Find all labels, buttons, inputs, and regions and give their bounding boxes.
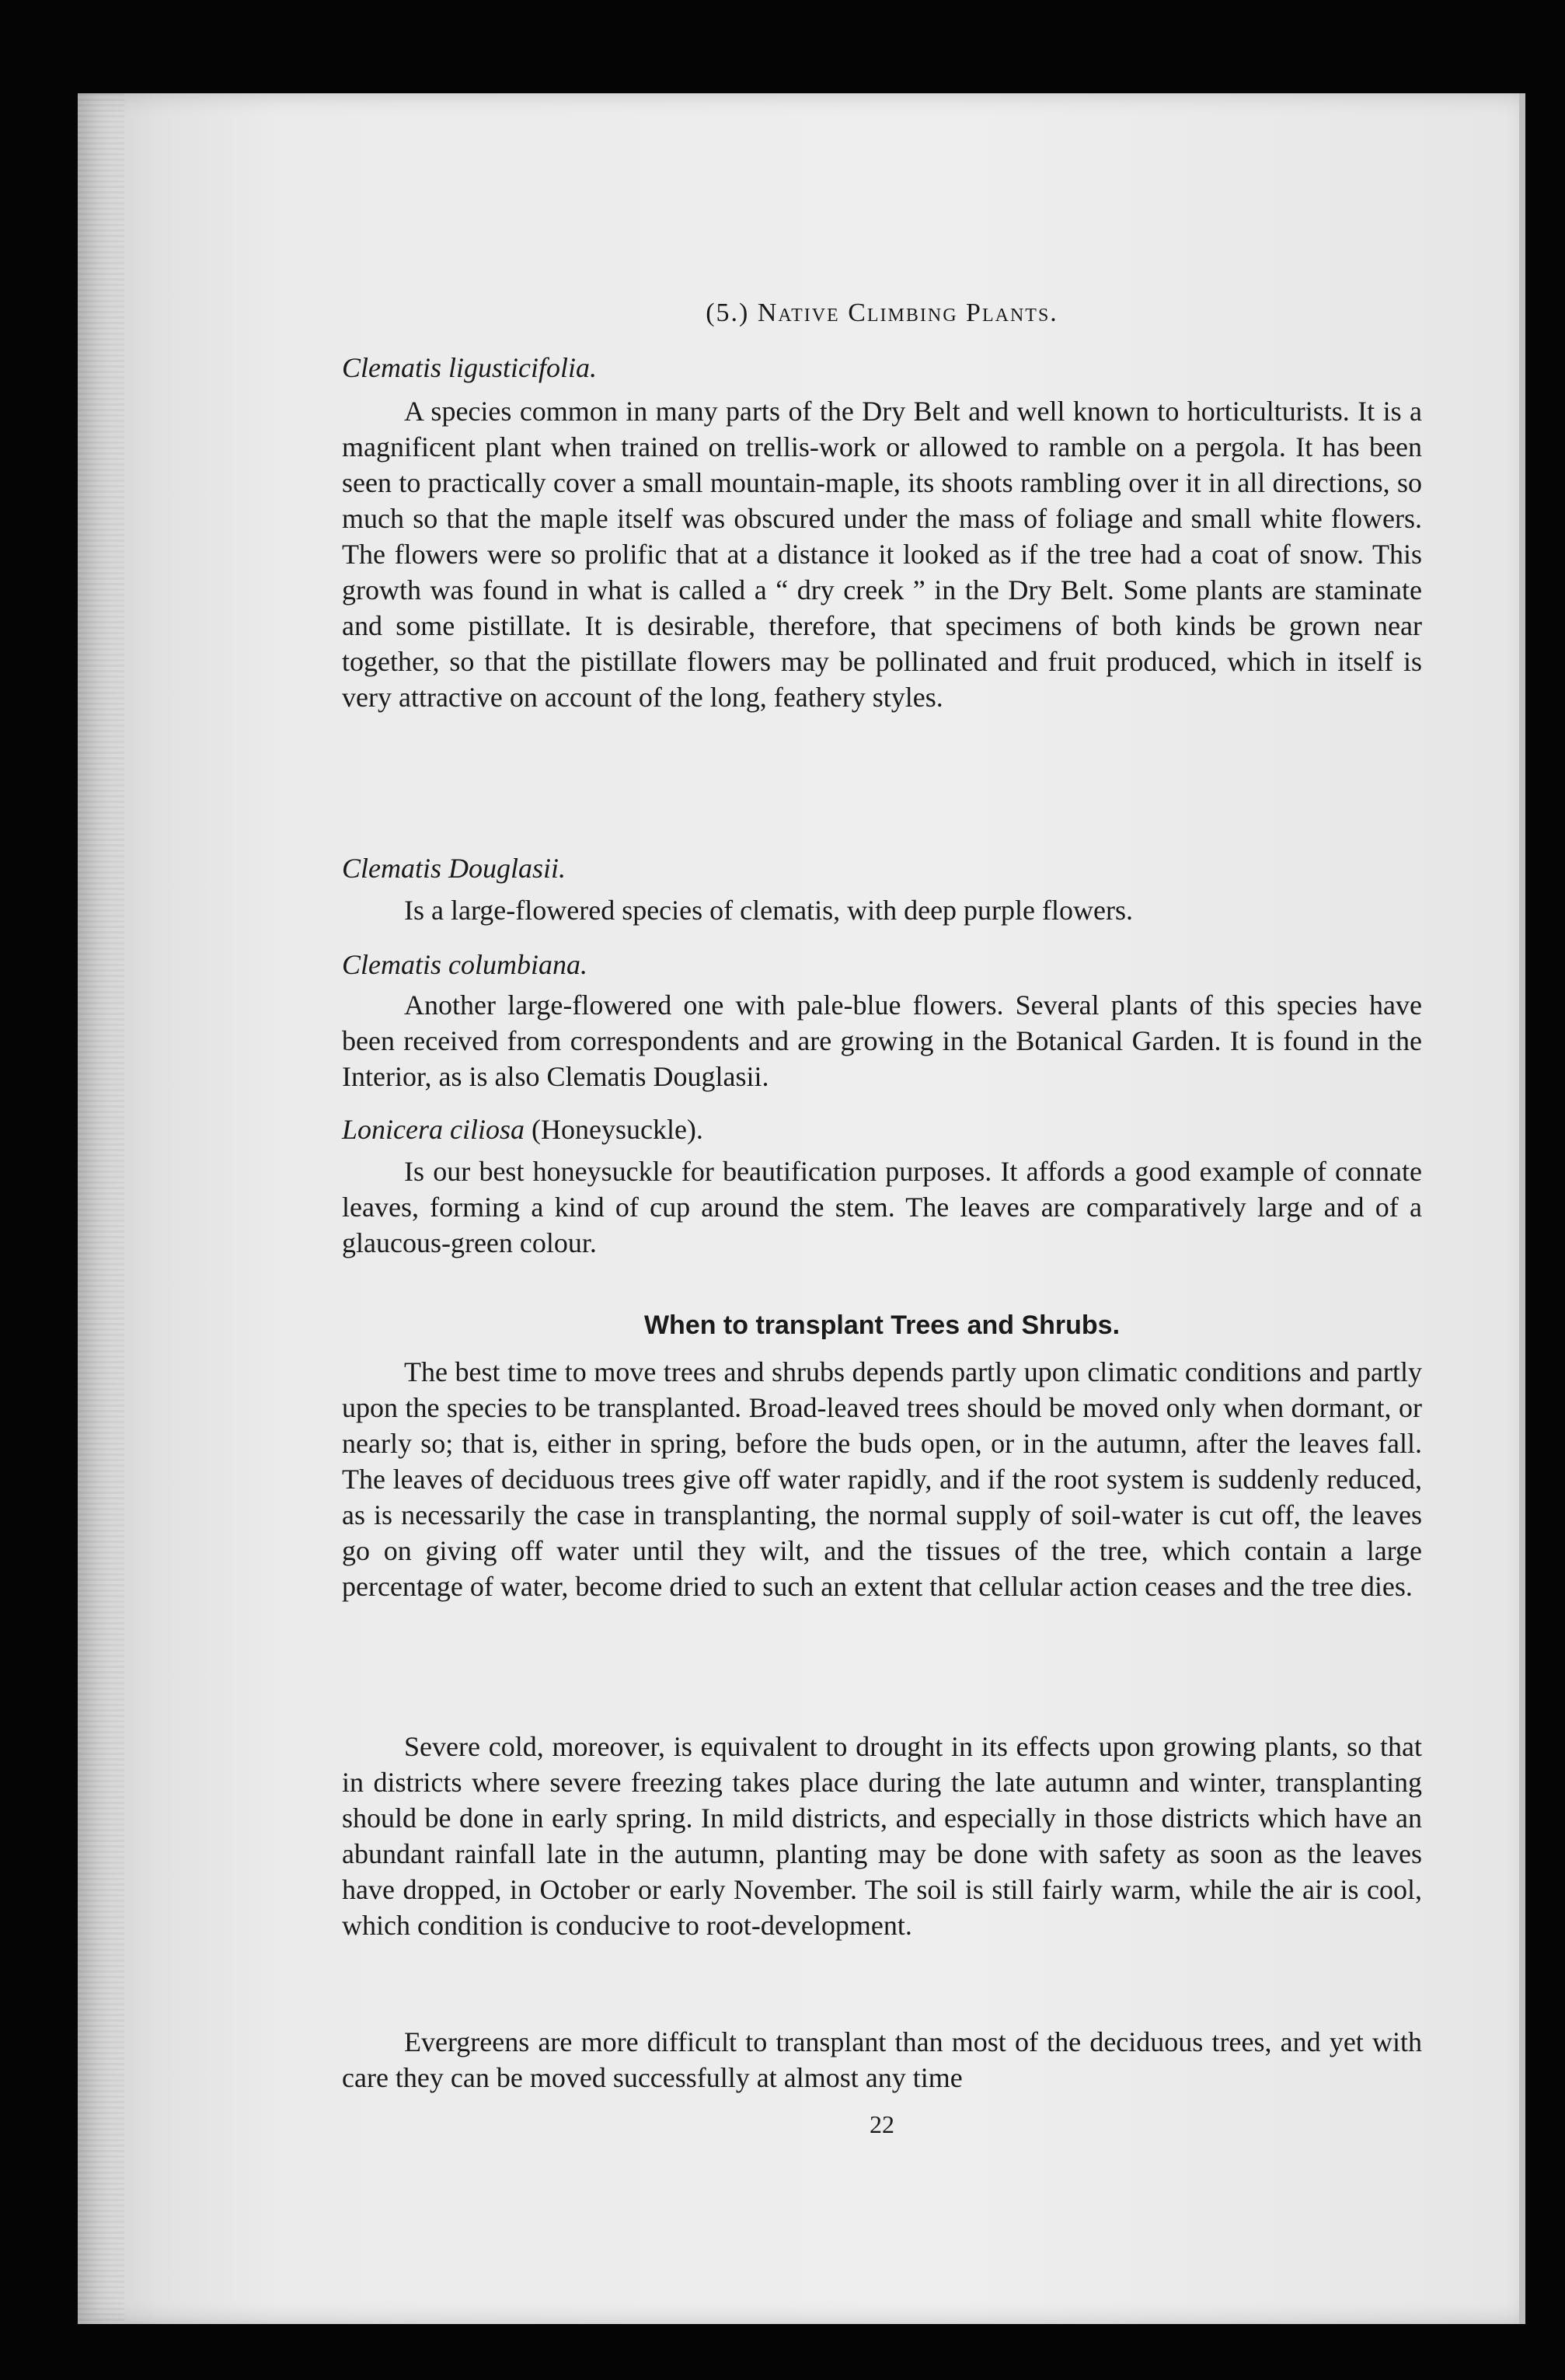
species-name: Lonicera ciliosa xyxy=(342,1114,525,1145)
paragraph-clematis-douglasii: Is a large-flowered species of clematis, with deep purple flowers. xyxy=(404,895,1133,926)
species-heading-clematis-douglasii: Clematis Douglasii. xyxy=(342,853,566,884)
page-edge xyxy=(1519,93,1525,2324)
subheading-transplant: When to transplant Trees and Shrubs. xyxy=(643,1310,1121,1340)
species-heading-clematis-ligusticifolia: Clematis ligusticifolia. xyxy=(342,352,598,383)
section-title: (5.) Native Climbing Plants. xyxy=(706,298,1058,327)
scanned-page xyxy=(78,93,1519,2324)
paragraph-lonicera-ciliosa: Is our best honeysuckle for beautification purposes. It affords a good example of connate leaves, forming a kind of cup around the stem. The leaves are comparatively large and of a glaucous-green colour. xyxy=(342,1156,1422,1258)
page-number: 22 xyxy=(870,2110,894,2138)
paragraph-clematis-ligusticifolia: A species common in many parts of the Dry Belt and well known to horticulturists. It is a magnificent plant when trained on trellis-work or allowed to ramble on a pergola. It has been seen to practically cover a small mountain-maple, its shoots rambling over it in all directions, so much so that the maple itself was obscured under the mass of foliage and small white flowers. The flowers were so prolific that at a distance it looked as if the tree had a coat of snow. This growth was found in what is called a “ dry creek ” in the Dry Belt. Some plants are staminate and some pistillate. It is desirable, therefore, that specimens of both kinds be grown near together, so that the pistillate flowers may be pollinated and fruit produced, which in itself is very attractive on account of the long, feathery styles. xyxy=(342,396,1422,713)
species-heading-lonicera-ciliosa xyxy=(342,1111,703,1147)
species-common-name: (Honeysuckle). xyxy=(524,1114,703,1145)
paragraph-transplant-3: Evergreens are more difficult to transplant than most of the deciduous trees, and yet with care they can be moved successfully at almost any time xyxy=(342,2026,1422,2093)
paragraph-transplant-2: Severe cold, moreover, is equivalent to drought in its effects upon growing plants, so that in districts where severe freezing takes place during the late autumn and winter, transplanting should be done in early spring. In mild districts, and especially in those districts which have an abundant rainfall late in the autumn, planting may be done with safety as soon as the leaves have dropped, in October or early November. The soil is still fairly warm, while the air is cool, which condition is conducive to root-development. xyxy=(342,1731,1422,1941)
species-heading-clematis-columbiana: Clematis columbiana. xyxy=(342,949,587,980)
paragraph-transplant-1: The best time to move trees and shrubs depends partly upon climatic conditions and partly upon the species to be transplanted. Broad-leaved trees should be moved only when dormant, or nearly so; that is, either in spring, before the buds open, or in the autumn, after the leaves fall. The leaves of deciduous trees give off water rapidly, and if the root system is suddenly reduced, as is necessarily the case in transplanting, the normal supply of soil-water is cut off, the leaves go on giving off water until they wilt, and the tissues of the tree, which contain a large percentage of water, become dried to such an extent that cellular action ceases and the tree dies. xyxy=(342,1356,1422,1602)
paragraph-clematis-columbiana: Another large-flowered one with pale-blue flowers. Several plants of this species have been received from correspondents and are growing in the Botanical Garden. It is found in the Interior, as is also Clematis Douglasii. xyxy=(342,989,1422,1092)
